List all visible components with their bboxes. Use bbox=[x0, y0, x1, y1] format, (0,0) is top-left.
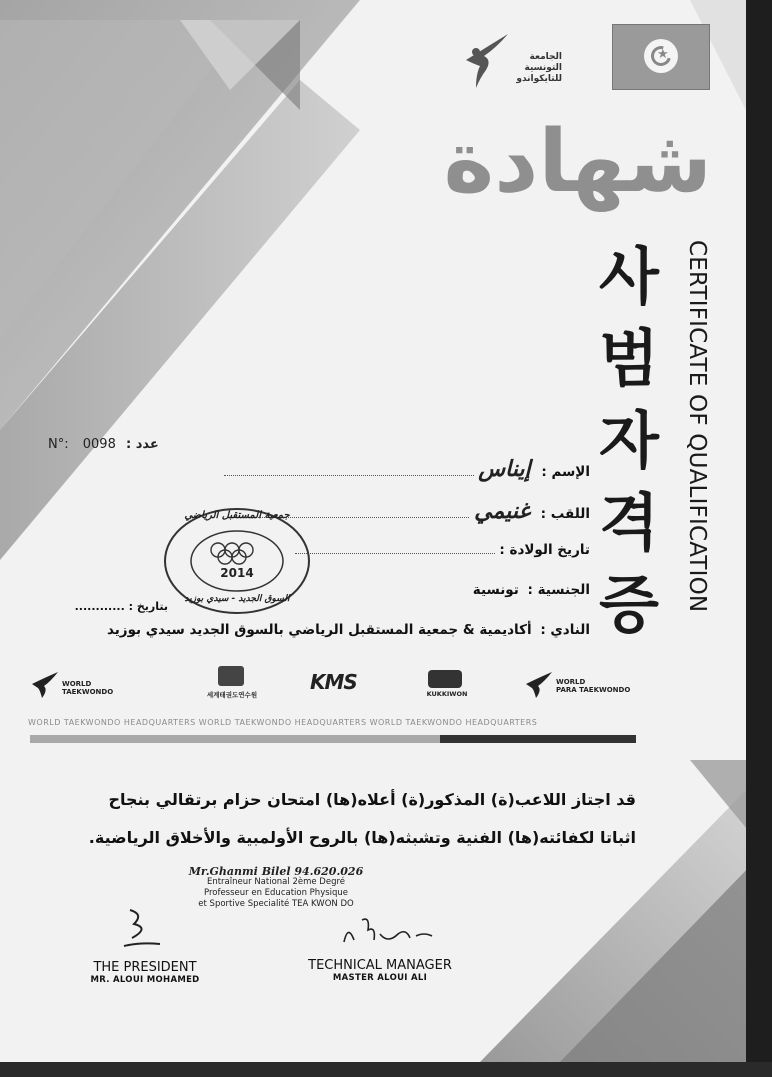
title-korean bbox=[590, 236, 668, 646]
korean-char-5: 증 bbox=[599, 568, 659, 641]
coach-line-2: Professeur en Education Physique bbox=[203, 888, 349, 898]
wpt-kicker-icon bbox=[524, 670, 554, 700]
hq-line: WORLD TAEKWONDO HEADQUARTERS WORLD TAEKWONDO HEADQUARTERS WORLD TAEKWONDO HEADQUARTERS bbox=[28, 718, 538, 727]
club-value: أكاديمية & جمعية المستقبل الرياضي بالسوق الجديد سيدي بوزيد bbox=[106, 622, 532, 638]
surname-value: غنيمي bbox=[474, 498, 530, 524]
date-label: بتاريخ : bbox=[128, 600, 168, 613]
federation-logo bbox=[462, 30, 562, 100]
president-block bbox=[70, 960, 220, 985]
birthdate-label: تاريخ الولادة : bbox=[499, 542, 590, 558]
name-label: الإسم : bbox=[541, 464, 590, 480]
scan-edge-right bbox=[746, 0, 772, 1077]
kicker-icon bbox=[462, 30, 512, 90]
kor-line: 세계태권도연수원 bbox=[206, 691, 258, 699]
club-stamp bbox=[162, 506, 312, 616]
wt-line-2: TAEKWONDO bbox=[62, 688, 114, 696]
president-title: THE PRESIDENT bbox=[93, 960, 197, 975]
partner-logos bbox=[30, 662, 640, 712]
wt-line-1: WORLD bbox=[62, 680, 92, 688]
surname-label: اللقب : bbox=[540, 506, 590, 522]
federation-logo-text bbox=[506, 52, 562, 85]
scan-edge-bottom bbox=[0, 1062, 772, 1077]
stamp-year: 2014 bbox=[220, 566, 254, 580]
federation-text-line-3: للتايكواندو bbox=[516, 74, 562, 84]
technical-name: MASTER ALOUI ALI bbox=[332, 973, 428, 983]
name-dots bbox=[224, 475, 474, 476]
coach-line-3: et Sportive Specialité TEA KWON DO bbox=[198, 899, 354, 909]
field-nationality bbox=[330, 582, 590, 598]
logo-world-taekwondo bbox=[30, 670, 130, 706]
birthdate-dots bbox=[295, 553, 495, 554]
body-line-1: قد اجتاز اللاعب(ة) المذكور(ة) أعلاه(ها) امتحان حزام برتقالي بنجاح bbox=[108, 790, 636, 809]
body-line-2: اثباتا لكفائته(ها) الفنية وتشبثه(ها) بالروح الأولمبية والأخلاق الرياضية. bbox=[88, 828, 636, 847]
star-icon: ★ bbox=[657, 47, 669, 62]
kukkiwon-text: KUKKIWON bbox=[426, 690, 468, 698]
stamp-bottom-text: السوق الجديد - سيدي بوزيد bbox=[184, 594, 290, 604]
tunisia-flag bbox=[612, 24, 710, 90]
logo-kor-federation bbox=[202, 666, 262, 706]
name-value: إيناس bbox=[478, 456, 531, 482]
club-label: النادي : bbox=[540, 622, 590, 638]
kukkiwon-emblem-icon bbox=[428, 670, 462, 688]
korean-char-2: 범 bbox=[599, 322, 659, 395]
logo-kms bbox=[310, 670, 380, 700]
coach-block bbox=[186, 866, 366, 910]
date-value: ............ bbox=[74, 600, 125, 613]
president-signature bbox=[110, 906, 170, 956]
technical-title: TECHNICAL MANAGER bbox=[308, 958, 452, 973]
number-label-ar: : عدد bbox=[125, 437, 159, 452]
technical-signature bbox=[340, 914, 440, 954]
logo-kukkiwon bbox=[422, 670, 472, 704]
federation-text-line-2: التونسية bbox=[524, 63, 562, 73]
field-date bbox=[48, 600, 168, 613]
number-value: 0098 bbox=[82, 437, 116, 452]
title-arabic: شهادة bbox=[443, 112, 712, 212]
wt-kicker-icon bbox=[30, 670, 60, 700]
coach-line-1: Entraîneur National 2ème Degré bbox=[206, 877, 346, 887]
certificate-number bbox=[48, 437, 159, 452]
korean-char-4: 격 bbox=[599, 486, 659, 559]
divider-bar-dark bbox=[440, 735, 636, 743]
stamp-top-text: جمعية المستقبل الرياضي bbox=[184, 510, 290, 521]
field-club bbox=[106, 622, 590, 638]
kms-text: KMS bbox=[310, 670, 357, 694]
field-name bbox=[170, 456, 590, 482]
number-label: N°: bbox=[48, 437, 69, 452]
president-name: MR. ALOUI MOHAMED bbox=[90, 975, 200, 985]
technical-block bbox=[300, 958, 460, 983]
korean-char-3: 자 bbox=[599, 404, 659, 477]
nationality-value: تونسية bbox=[472, 582, 519, 598]
logo-world-para-taekwondo bbox=[524, 670, 644, 706]
title-english: CERTIFICATE OF QUALIFICATION bbox=[684, 240, 710, 613]
kor-emblem-icon bbox=[218, 666, 244, 686]
federation-text-line-1: الجامعة bbox=[529, 52, 562, 62]
korean-char-1: 사 bbox=[599, 240, 659, 313]
nationality-label: الجنسية : bbox=[527, 582, 590, 598]
title-english-vertical bbox=[672, 240, 712, 660]
divider-bar-light bbox=[30, 735, 440, 743]
wpt-line-1: WORLD bbox=[556, 678, 586, 686]
coach-name: Mr.Ghanmi Bilel 94.620.026 bbox=[188, 865, 364, 878]
wpt-line-2: PARA TAEKWONDO bbox=[556, 686, 631, 694]
